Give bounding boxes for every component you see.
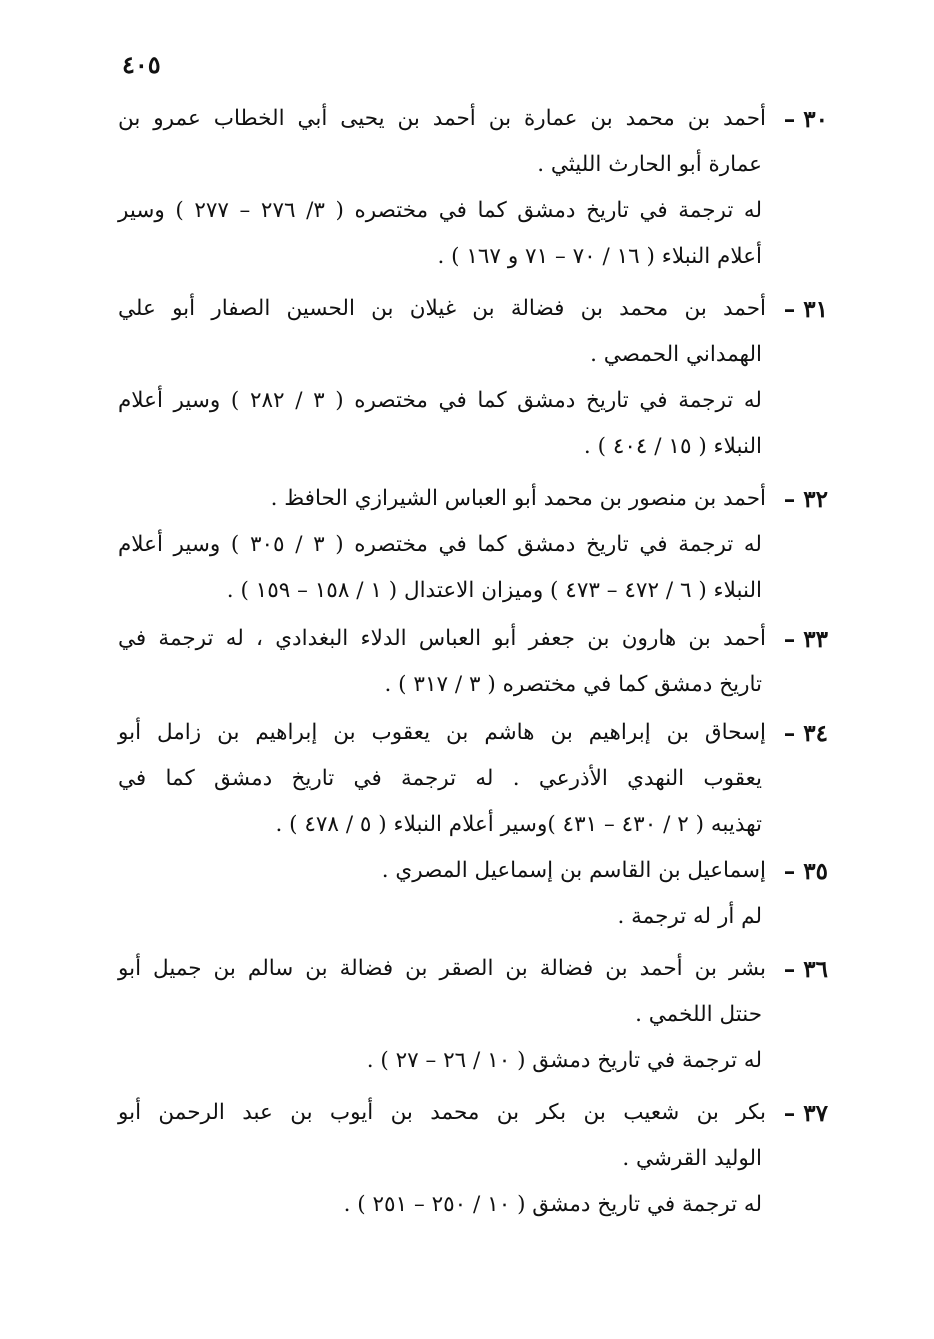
- entry-line: أحمد بن محمد بن عمارة بن أحمد بن يحيى أبي الخطاب عمرو بن: [118, 106, 766, 131]
- entry-number: ٣٥ –: [783, 858, 828, 885]
- entry-line: له ترجمة في تاريخ دمشق كما في مختصره ( ٣/ ٢٧٦ – ٢٧٧ ) وسير: [118, 198, 762, 223]
- entry-line: إسماعيل بن القاسم بن إسماعيل المصري .: [381, 858, 766, 883]
- entry-line: له ترجمة في تاريخ دمشق كما في مختصره ( ٣ / ٢٨٢ ) وسير أعلام: [118, 388, 762, 413]
- entry-line: حنتل اللخمي .: [635, 1002, 762, 1027]
- entry-line: بشر بن أحمد بن فضالة بن الصقر بن فضالة بن سالم بن جميل أبو: [118, 956, 766, 981]
- entry-number: ٣٢ –: [783, 486, 828, 513]
- entry-31: [118, 286, 828, 470]
- entry-number: ٣١ –: [783, 296, 828, 323]
- entry-line: النبلاء ( ٦ / ٤٧٢ – ٤٧٣ ) وميزان الاعتدال ( ١ / ١٥٨ – ١٥٩ ) .: [226, 578, 762, 603]
- entry-line: تهذيبه ( ٢ / ٤٣٠ – ٤٣١ )وسير أعلام النبلاء ( ٥ / ٤٧٨ ) .: [275, 812, 762, 837]
- entry-34: [118, 710, 828, 848]
- entry-line: النبلاء ( ١٥ / ٤٠٤ ) .: [583, 434, 762, 459]
- biography-list: [118, 96, 828, 1228]
- entry-35: [118, 848, 828, 940]
- entry-32: [118, 476, 828, 614]
- entry-33: [118, 616, 828, 708]
- entry-line: لم أر له ترجمة .: [617, 904, 762, 929]
- entry-line: له ترجمة في تاريخ دمشق ( ١٠ / ٢٥٠ – ٢٥١ ) .: [343, 1192, 762, 1217]
- entry-line: تاريخ دمشق كما في مختصره ( ٣ / ٣١٧ ) .: [384, 672, 762, 697]
- entry-line: يعقوب النهدي الأذرعي . له ترجمة في تاريخ دمشق كما في: [118, 766, 762, 791]
- entry-number: ٣٦ –: [783, 956, 828, 983]
- entry-line: الوليد القرشي .: [622, 1146, 762, 1171]
- entry-number: ٣٧ –: [783, 1100, 828, 1127]
- entry-line: أحمد بن منصور بن محمد أبو العباس الشيرازي الحافظ .: [270, 486, 766, 511]
- entry-line: أحمد بن محمد بن فضالة بن غيلان بن الحسين الصفار أبو علي: [118, 296, 766, 321]
- entry-line: له ترجمة في تاريخ دمشق كما في مختصره ( ٣ / ٣٠٥ ) وسير أعلام: [118, 532, 762, 557]
- entry-number: ٣٤ –: [783, 720, 828, 747]
- entry-line: أعلام النبلاء ( ١٦ / ٧٠ – ٧١ و ١٦٧ ) .: [437, 244, 762, 269]
- entry-30: [118, 96, 828, 280]
- entry-36: [118, 946, 828, 1084]
- entry-37: [118, 1090, 828, 1228]
- entry-line: عمارة أبو الحارث الليثي .: [537, 152, 762, 177]
- entry-line: أحمد بن هارون بن جعفر أبو العباس الدلاء البغدادي ، له ترجمة في: [118, 626, 766, 651]
- entry-line: له ترجمة في تاريخ دمشق ( ١٠ / ٢٦ – ٢٧ ) .: [366, 1048, 762, 1073]
- entry-line: إسحاق بن إبراهيم بن هاشم بن يعقوب بن إبراهيم بن زامل أبو: [118, 720, 766, 745]
- entry-number: ٣٠ –: [783, 106, 828, 133]
- entry-line: الهمداني الحمصي .: [590, 342, 762, 367]
- entry-number: ٣٣ –: [783, 626, 828, 653]
- entry-line: بكر بن شعيب بن بكر بن محمد بن أيوب بن عبد الرحمن أبو: [118, 1100, 766, 1125]
- page-number: ٤٠٥: [122, 50, 161, 79]
